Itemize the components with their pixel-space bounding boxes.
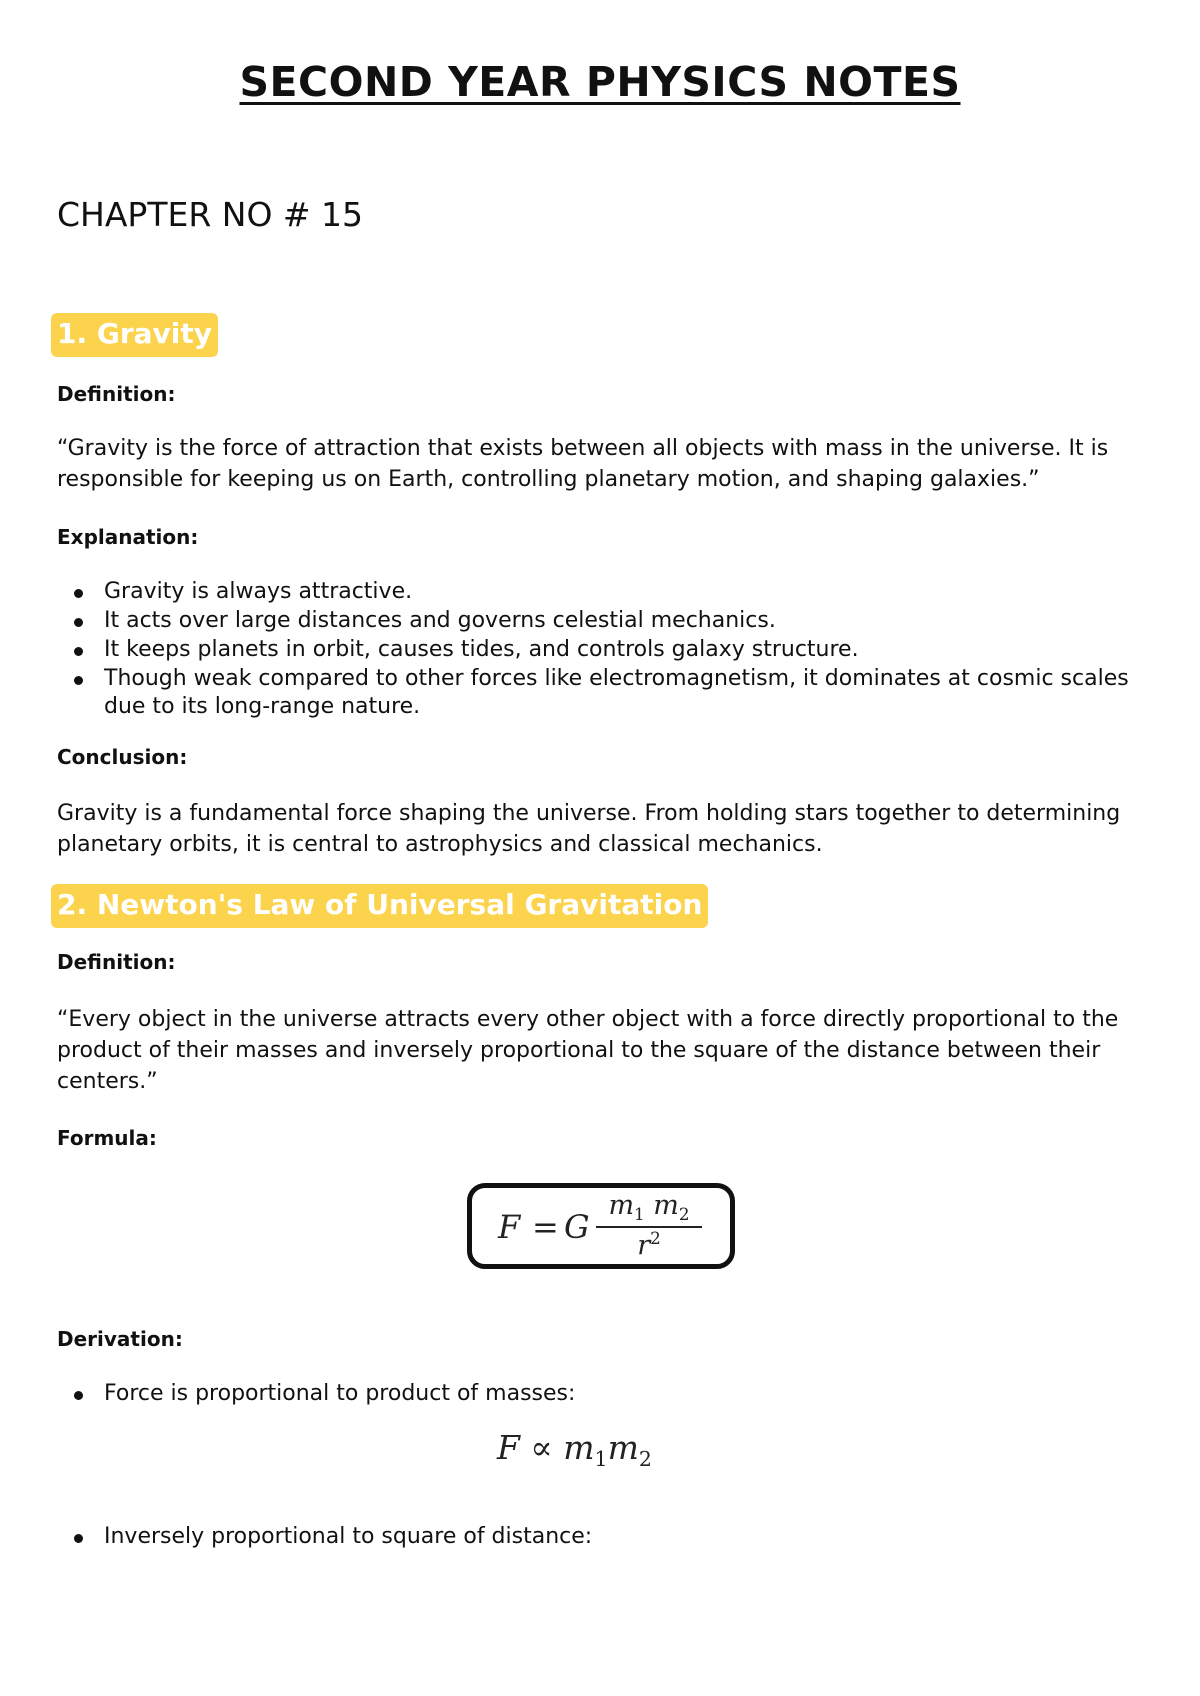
formula-constant: G bbox=[564, 1208, 590, 1246]
mass-2-subscript: 2 bbox=[678, 1203, 690, 1224]
derivation-label: Derivation: bbox=[57, 1327, 183, 1351]
mass-2-symbol: m bbox=[607, 1428, 639, 1467]
explanation-label: Explanation: bbox=[57, 525, 199, 549]
distance-symbol: r bbox=[637, 1230, 651, 1262]
formula-numerator bbox=[594, 1190, 704, 1224]
gravity-definition: “Gravity is the force of attraction that exists between all objects with mass in the universe. It is responsible for keeping us on Earth, controlling planetary motion, and shaping galaxies.” bbox=[57, 436, 1109, 492]
proportional-formula bbox=[497, 1428, 652, 1471]
derivation-list-1 bbox=[57, 1380, 1157, 1409]
force-symbol: F bbox=[497, 1428, 520, 1467]
list-item: Inversely proportional to square of distance: bbox=[57, 1523, 1157, 1551]
section-heading-newtons-law: 2. Newton's Law of Universal Gravitation bbox=[51, 884, 708, 928]
formula-box bbox=[467, 1183, 735, 1269]
mass-1-symbol: m bbox=[563, 1428, 595, 1467]
formula-label: Formula: bbox=[57, 1126, 157, 1150]
list-item: It acts over large distances and governs celestial mechanics. bbox=[57, 607, 1157, 635]
list-item: Though weak compared to other forces like electromagnetism, it dominates at cosmic scales due to its long-range nature. bbox=[57, 665, 1157, 721]
explanation-list bbox=[57, 578, 1157, 722]
mass-1-subscript: 1 bbox=[594, 1447, 608, 1472]
definition-label: Definition: bbox=[57, 950, 176, 974]
definition-label: Definition: bbox=[57, 382, 176, 406]
derivation-list-2 bbox=[57, 1523, 1157, 1552]
conclusion-label: Conclusion: bbox=[57, 745, 188, 769]
mass-1-symbol: m bbox=[608, 1190, 635, 1221]
formula-denominator bbox=[594, 1228, 704, 1261]
gravity-conclusion: Gravity is a fundamental force shaping the universe. From holding stars together to determining planetary orbits, it is central to astrophysics and classical mechanics. bbox=[57, 801, 1121, 857]
distance-exponent: 2 bbox=[650, 1228, 661, 1248]
proportional-symbol: ∝ bbox=[530, 1428, 553, 1467]
section-heading-gravity: 1. Gravity bbox=[51, 313, 218, 357]
mass-2-symbol: m bbox=[653, 1190, 679, 1221]
mass-2-subscript: 2 bbox=[638, 1447, 652, 1472]
document-title: SECOND YEAR PHYSICS NOTES bbox=[239, 58, 961, 106]
newton-law-definition: “Every object in the universe attracts every other object with a force directly proportional to the product of their masses and inversely proportional to the square of the distance between their centers.” bbox=[57, 1007, 1119, 1094]
list-item: Force is proportional to product of masses: bbox=[57, 1380, 1157, 1408]
formula-equals: = bbox=[532, 1208, 559, 1246]
list-item: Gravity is always attractive. bbox=[57, 578, 1157, 606]
formula-fraction bbox=[594, 1190, 704, 1260]
formula-lhs: F bbox=[498, 1208, 521, 1246]
list-item: It keeps planets in orbit, causes tides, and controls galaxy structure. bbox=[57, 636, 1157, 664]
chapter-heading: CHAPTER NO # 15 bbox=[57, 195, 364, 234]
gravitation-formula bbox=[498, 1188, 718, 1264]
mass-1-subscript: 1 bbox=[634, 1203, 645, 1224]
